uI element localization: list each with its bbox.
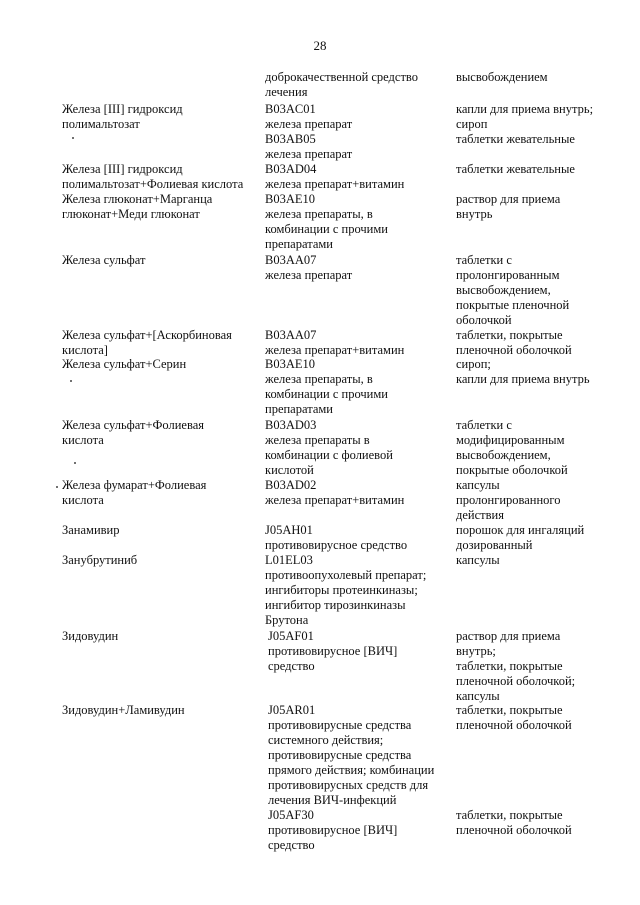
cell-form: пролонгированного [456, 493, 561, 507]
cell-drug-name: Железа сульфат [62, 253, 146, 267]
cell-form: дозированный [456, 538, 533, 552]
scan-speck [70, 380, 72, 382]
cell-atc-code: B03AE10 [265, 192, 315, 206]
cell-atc-code: B03AC01 [265, 102, 316, 116]
cell-description: комбинации с прочими [265, 387, 388, 401]
scan-speck [72, 137, 74, 139]
cell-form: таблетки, покрытые [456, 659, 563, 673]
cell-form: таблетки жевательные [456, 162, 575, 176]
cell-form: таблетки жевательные [456, 132, 575, 146]
cell-drug-name: полимальтозат [62, 117, 140, 131]
cell-description: железа препараты, в [265, 207, 373, 221]
cell-description: ингибитор тирозинкиназы [265, 598, 406, 612]
cell-atc-code: J05AF30 [268, 808, 314, 822]
cell-drug-name: Зидовудин+Ламивудин [62, 703, 185, 717]
cell-description: системного действия; [268, 733, 384, 747]
cell-description: Брутона [265, 613, 309, 627]
cell-description: железа препараты, в [265, 372, 373, 386]
cell-form: таблетки с [456, 253, 512, 267]
cell-atc-code: B03AA07 [265, 328, 317, 342]
cell-description: лечения [265, 85, 308, 99]
cell-description: противовирусное средство [265, 538, 408, 552]
cell-form: таблетки с [456, 418, 512, 432]
cell-form: раствор для приема [456, 629, 561, 643]
cell-description: железа препарат+витамин [265, 493, 405, 507]
cell-drug-name: Занубрутиниб [62, 553, 138, 567]
cell-form: капсулы [456, 553, 500, 567]
cell-atc-code: B03AE10 [265, 357, 315, 371]
cell-drug-name: Зидовудин [62, 629, 119, 643]
cell-form: порошок для ингаляций [456, 523, 585, 537]
page-number: 28 [313, 38, 327, 53]
cell-description: противовирусные средства [268, 718, 412, 732]
cell-description: железа препарат+витамин [265, 343, 405, 357]
cell-form: сироп; [456, 357, 491, 371]
cell-form: модифицированным [456, 433, 565, 447]
cell-description: железа препарат [265, 268, 353, 282]
cell-form: таблетки, покрытые [456, 328, 563, 342]
cell-description: препаратами [265, 402, 333, 416]
cell-description: противовирусных средств для [268, 778, 429, 792]
cell-drug-name: глюконат+Меди глюконат [62, 207, 200, 221]
cell-form: капли для приема внутрь [456, 372, 590, 386]
cell-form: пленочной оболочкой; [456, 674, 576, 688]
cell-form: внутрь [456, 207, 493, 221]
cell-atc-code: J05AH01 [265, 523, 313, 537]
scan-speck [56, 486, 58, 488]
cell-drug-name: Железа сульфат+Фолиевая [62, 418, 204, 432]
cell-description: средство [268, 659, 315, 673]
cell-drug-name: кислота] [62, 343, 108, 357]
cell-form: таблетки, покрытые [456, 703, 563, 717]
cell-drug-name: Железа сульфат+Серин [62, 357, 187, 371]
cell-form: действия [456, 508, 504, 522]
cell-description: противовирусное [ВИЧ] [268, 823, 398, 837]
cell-form: раствор для приема [456, 192, 561, 206]
cell-drug-name: полимальтозат+Фолиевая кислота [62, 177, 244, 191]
cell-form: покрытые оболочкой [456, 463, 568, 477]
cell-atc-code: J05AF01 [268, 629, 314, 643]
cell-description: лечения ВИЧ-инфекций [268, 793, 397, 807]
cell-drug-name: Занамивир [62, 523, 120, 537]
cell-form: сироп [456, 117, 488, 131]
cell-form: внутрь; [456, 644, 496, 658]
cell-atc-code: B03AD02 [265, 478, 317, 492]
cell-description: доброкачественной средство [265, 70, 418, 84]
cell-drug-name: Железа [III] гидроксид [62, 162, 183, 176]
cell-description: противовирусные средства [268, 748, 412, 762]
cell-atc-code: B03AD04 [265, 162, 317, 176]
cell-description: комбинации с фолиевой [265, 448, 393, 462]
cell-form: таблетки, покрытые [456, 808, 563, 822]
cell-atc-code: B03AB05 [265, 132, 316, 146]
cell-description: противовирусное [ВИЧ] [268, 644, 398, 658]
cell-description: ингибиторы протеинкиназы; [265, 583, 418, 597]
cell-atc-code: B03AD03 [265, 418, 317, 432]
cell-drug-name: Железа фумарат+Фолиевая [62, 478, 207, 492]
cell-form: пленочной оболочкой [456, 343, 572, 357]
cell-form: высвобождением, [456, 283, 551, 297]
cell-drug-name: кислота [62, 493, 104, 507]
cell-form: высвобождением [456, 70, 548, 84]
cell-description: железа препарат [265, 147, 353, 161]
cell-description: средство [268, 838, 315, 852]
cell-drug-name: Железа сульфат+[Аскорбиновая [62, 328, 232, 342]
cell-drug-name: Железа [III] гидроксид [62, 102, 183, 116]
cell-atc-code: B03AA07 [265, 253, 317, 267]
cell-description: железа препараты в [265, 433, 370, 447]
cell-form: покрытые пленочной [456, 298, 570, 312]
cell-drug-name: кислота [62, 433, 104, 447]
cell-description: прямого действия; комбинации [268, 763, 435, 777]
cell-atc-code: L01EL03 [265, 553, 313, 567]
cell-form: капсулы [456, 478, 500, 492]
cell-form: капсулы [456, 689, 500, 703]
cell-form: пленочной оболочкой [456, 823, 572, 837]
cell-description: противоопухолевый препарат; [265, 568, 427, 582]
cell-drug-name: Железа глюконат+Марганца [62, 192, 213, 206]
cell-form: высвобождением, [456, 448, 551, 462]
cell-form: оболочкой [456, 313, 512, 327]
cell-description: препаратами [265, 237, 333, 251]
cell-description: железа препарат+витамин [265, 177, 405, 191]
cell-description: железа препарат [265, 117, 353, 131]
cell-description: кислотой [265, 463, 314, 477]
cell-description: комбинации с прочими [265, 222, 388, 236]
cell-form: капли для приема внутрь; [456, 102, 594, 116]
cell-form: пролонгированным [456, 268, 560, 282]
cell-form: пленочной оболочкой [456, 718, 572, 732]
scan-speck [74, 462, 76, 464]
cell-atc-code: J05AR01 [268, 703, 316, 717]
